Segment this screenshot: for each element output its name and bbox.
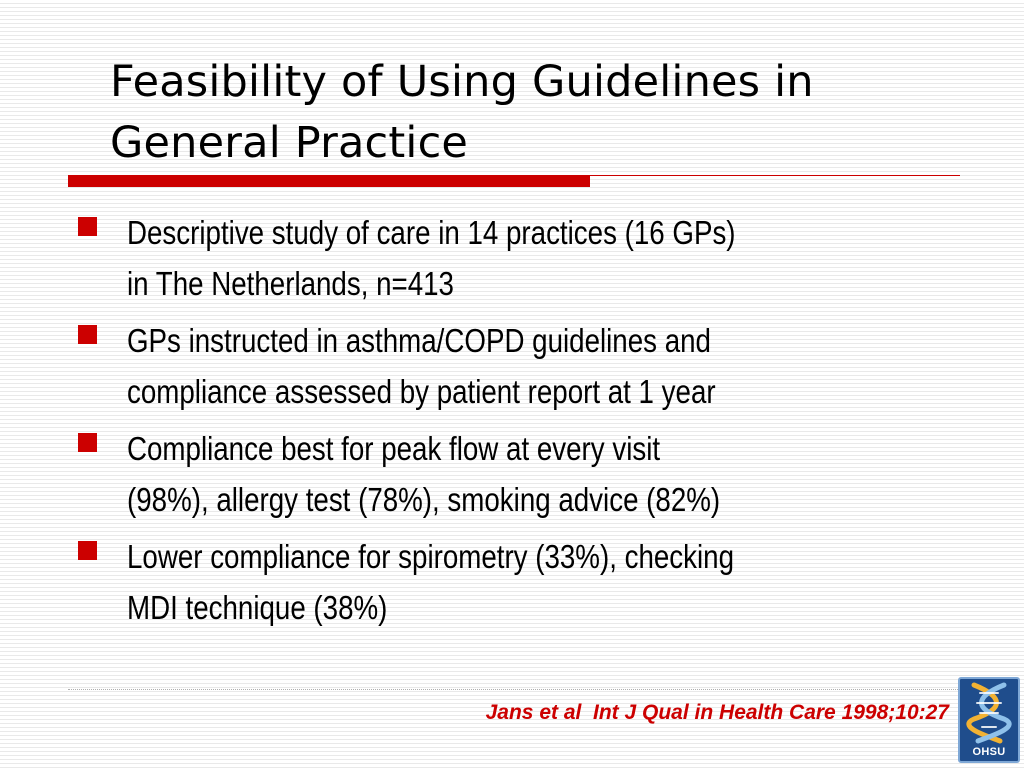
bullet-line: Descriptive study of care in 14 practices (16 GPs) <box>127 214 736 251</box>
bullet-item <box>78 207 958 309</box>
footer-divider <box>68 689 958 690</box>
bullet-square-icon <box>78 433 97 452</box>
bullet-text <box>127 531 959 633</box>
slide-title <box>110 52 1010 174</box>
bullet-square-icon <box>78 325 97 344</box>
bullet-square-icon <box>78 541 97 560</box>
title-underline-thick <box>68 175 590 187</box>
bullet-text <box>127 207 959 309</box>
bullet-line: in The Netherlands, n=413 <box>127 265 454 302</box>
bullet-text <box>127 423 959 525</box>
bullet-item <box>78 315 958 417</box>
bullet-item <box>78 531 958 633</box>
bullet-list <box>78 207 958 639</box>
ohsu-helix-logo-icon <box>960 679 1018 745</box>
slide-title-line-2: General Practice <box>110 118 469 168</box>
bullet-line: Compliance best for peak flow at every visit <box>127 430 661 467</box>
title-underline-thin <box>590 175 960 176</box>
bullet-square-icon <box>78 217 97 236</box>
bullet-line: compliance assessed by patient report at 1 year <box>127 373 716 410</box>
bullet-line: GPs instructed in asthma/COPD guidelines and <box>127 322 711 359</box>
slide-title-line-1: Feasibility of Using Guidelines in <box>110 57 814 107</box>
bullet-item <box>78 423 958 525</box>
bullet-line: (98%), allergy test (78%), smoking advice (82%) <box>127 481 721 518</box>
ohsu-logo <box>958 677 1020 763</box>
ohsu-logo-label: OHSU <box>972 746 1006 758</box>
bullet-line: MDI technique (38%) <box>127 589 388 626</box>
bullet-text <box>127 315 959 417</box>
citation: Jans et al Int J Qual in Health Care 1998;10:27 <box>485 701 949 724</box>
bullet-line: Lower compliance for spirometry (33%), checking <box>127 538 735 575</box>
